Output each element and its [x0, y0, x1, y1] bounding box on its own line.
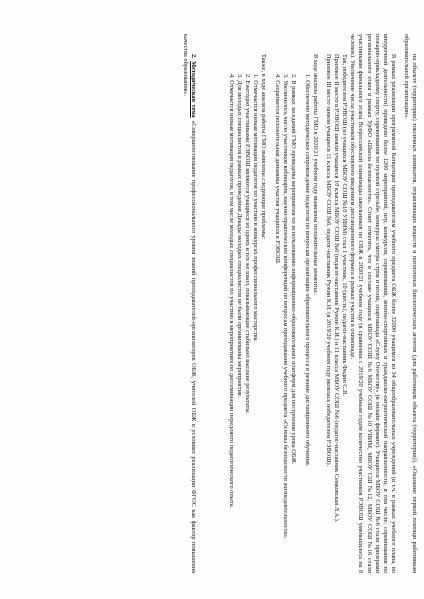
intro-paragraph: на объекте (территории) токсичных химикатов, отравляющих веществ и патогенных биологических агентов (для работников объекта (территории)), «Оказание первой помощи работникам образовательной организации». — [402, 34, 418, 573]
paragraph-winner: Так, победителем РЭВОШ (из учащихся МБОУ СОШ №10 УИИМ) стал 1 участник, 10 (шесть), педагог-наставник Фадин С.В. — [341, 54, 349, 396]
paragraph-problems-intro: Также, в ходе анализа работы ГМО выявлены следующие проблемы: — [260, 54, 268, 240]
list-item: 1. Отмечается низкая мотивация педагогов по участию в конкурсах профессионального мастерства. — [252, 74, 260, 342]
list-item: 2. В рамках заседаний ГМО проведены мероприятия по использованию информационно-образовательных платформ для построения урока ОБЖ. — [289, 74, 297, 465]
paragraph-third-place: Призовое III место заняли учащиеся 11 класса МБОУ СОШ №6, педагог-наставник Ружин К.И. (в 2019/20 учебном году являлась победителем РЭВОШ). — [325, 54, 333, 467]
positive-list — [273, 34, 311, 573]
paragraph-positive-intro: В ходе анализа работы ГМО в 2020/21 учебном году выявлены положительные моменты: — [311, 54, 319, 294]
paragraph-activities: В рамках реализации программной Концепции преподавателем учебного предмета ОБЖ более 32000 учащимся из 34 общеобразовательных учреждений (в т.ч. в рамках учебного плана, во внеурочной деятельности) проведено более 1200 мероприятий, игр, конкурсов, соревнований, военно-спортивных и гражданско-патриотической направленности, в том числе: соревнования по пожарно-прикладному спорту, соревнования по пулевой стрельбе, конкурсы смотра строя и песни, спартакиада «Служу Отечеству» (в онлайн формате). Учащиеся МБОУ СОШ №6 стали призерами регионального этапа в рамках УрФО «Школа безопасности». Стоит отметить, что в составе учащихся МБОУ СОШ №6 МБОУ СОШ №10 УИИМ, МБОУ СШ №12, МБОУ СОШ №16 стали участниками финального этапа Всероссийской олимпиады школьников по ОБЖ в 2020/21 учебном году (в сравнении с 2019/20 учебным годом количество участников РЭВОШ уменьшилось на 8 человек). Увеличение числа участников обусловлено введением дистанционного формата в рамках участия в олимпиаде. — [349, 34, 397, 573]
list-item: 3. Для молодых специалистов в рамках проведения Декады молодых специалистов не были организованы мероприятия. — [236, 74, 244, 398]
section-number: 2. — [190, 54, 198, 59]
paragraph-second-place: Призовое II место в РЭВОШ заняли учащиеся 10 класса МБОУ СОШ №6 (педагог-наставник Ружин К.И.) и 11 класса МБОУ СОШ №6 (педагог-наставник Семковская Л.А.). — [333, 54, 341, 523]
list-item: 4. Отмечается низкая мотивация педагогов, в том числе молодых специалистов по участию в мероприятиях по диссеминации передового педагогического опыта. — [228, 74, 236, 509]
list-item: 2. Ежегодно участниками РЭВОШ являются учащиеся из одних и тех же школ, показывающие стабильно высокие результаты. — [244, 74, 252, 415]
problems-list — [227, 34, 259, 573]
list-item: 4. Сохраняется положительная динамика участия учащихся в РЭВОШ. — [273, 74, 281, 265]
section-text: «Совершенствование профессионального уровня знаний преподавателей-организаторов ОБЖ, учителей ОБЖ в условиях реализации ФГОС как фактор повышения качества образования». — [181, 34, 198, 573]
list-item: 1. Обеспечено методическое сопровождение педагогов по вопросам организации образовательного процесса в режиме дистанционного обучения. — [303, 74, 311, 467]
methodical-theme-section — [181, 34, 197, 573]
list-item: 3. Увеличилось число участников вебинаров, научно-практических конференций по вопросам преподавания учебного предмета «Основы безопасности жизнедеятельности». — [281, 74, 289, 540]
section-title: Методическая тема — [190, 61, 198, 118]
